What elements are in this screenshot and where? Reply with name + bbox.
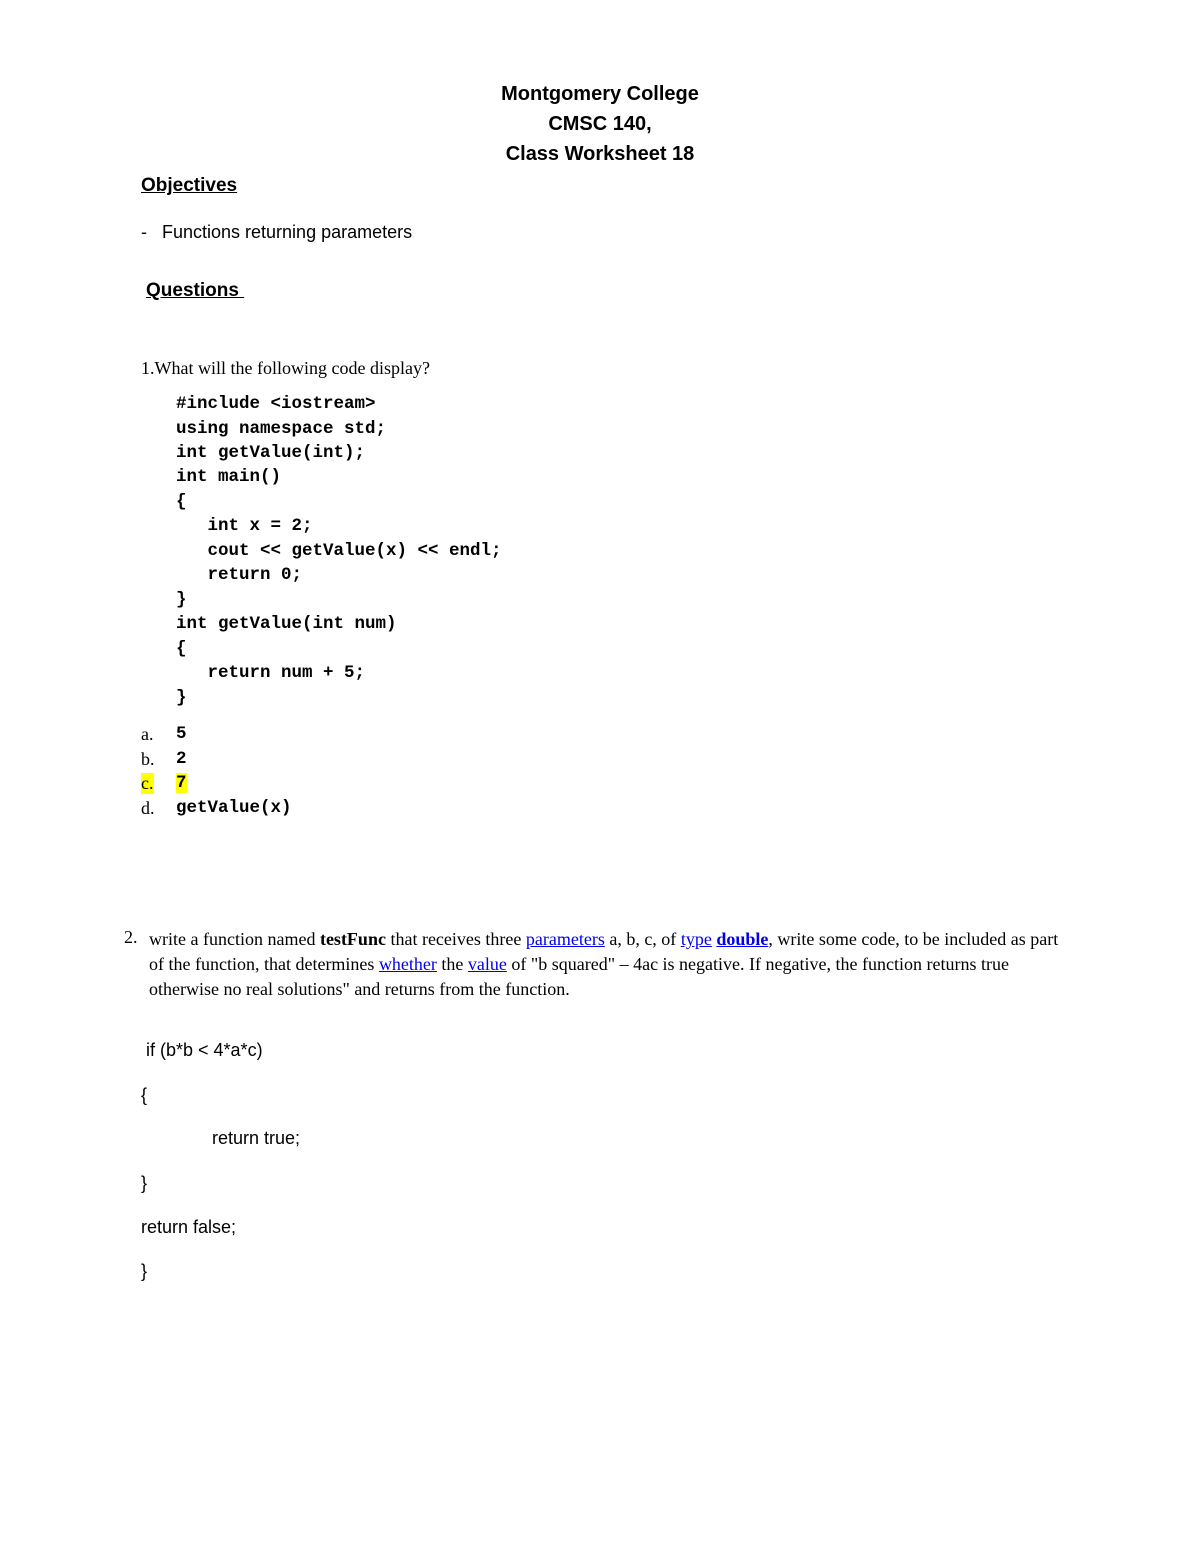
- option-a-letter: a.: [141, 724, 154, 744]
- objectives-item: Functions returning parameters: [162, 222, 413, 242]
- link-parameters[interactable]: parameters: [525, 929, 605, 949]
- code-line: {: [176, 639, 187, 659]
- questions-heading: Questions: [146, 280, 239, 301]
- answer-line: {: [141, 1085, 148, 1105]
- q1-number: 1.: [141, 358, 155, 378]
- q1-prompt-text: What will the following code display?: [154, 358, 430, 378]
- option-c-value: 7: [176, 773, 187, 793]
- code-line: int x = 2;: [176, 516, 313, 536]
- code-line: using namespace std;: [176, 419, 387, 439]
- link-whether[interactable]: whether: [378, 954, 437, 974]
- q2-number: 2.: [124, 927, 138, 947]
- objectives-bullet: -: [141, 222, 147, 242]
- option-d-letter: d.: [141, 798, 155, 818]
- code-line: int getValue(int);: [176, 443, 366, 463]
- code-line: }: [176, 688, 187, 708]
- q1-prompt: [141, 358, 430, 379]
- code-line: }: [176, 590, 187, 610]
- objectives-heading: Objectives: [141, 175, 238, 196]
- q2-func-name: testFunc: [319, 929, 386, 949]
- code-line: int main(): [176, 467, 282, 487]
- option-a-value: 5: [176, 724, 187, 744]
- answer-line: return false;: [141, 1217, 237, 1237]
- answer-line: }: [141, 1261, 148, 1281]
- code-line: cout << getValue(x) << endl;: [176, 541, 502, 561]
- link-type[interactable]: type: [680, 929, 712, 949]
- code-line: {: [176, 492, 187, 512]
- option-b-letter: b.: [141, 749, 155, 769]
- course-code: CMSC 140,: [548, 113, 652, 135]
- option-d-value: getValue(x): [176, 798, 292, 818]
- code-line: return 0;: [176, 565, 303, 585]
- link-double[interactable]: double: [716, 929, 769, 949]
- worksheet-title: Class Worksheet 18: [505, 143, 695, 165]
- code-line: return num + 5;: [176, 663, 366, 683]
- answer-line: }: [141, 1173, 148, 1193]
- code-line: #include <iostream>: [176, 394, 376, 414]
- link-value[interactable]: value: [467, 954, 507, 974]
- answer-line: if (b*b < 4*a*c): [146, 1040, 263, 1060]
- option-b-value: 2: [176, 749, 187, 769]
- q2-prompt: write a function named testFunc that receives three parameters a, b, c, of type double, write some code, to be included as part of the function, that determines whether the value of "b squared" – 4ac is negative. If negative, the function returns true otherwise no real solutions" and returns from the function.: [149, 929, 1059, 999]
- option-c-letter: c.: [141, 773, 154, 793]
- code-line: int getValue(int num): [176, 614, 397, 634]
- college-name: Montgomery College: [501, 83, 699, 105]
- answer-line: return true;: [212, 1128, 301, 1148]
